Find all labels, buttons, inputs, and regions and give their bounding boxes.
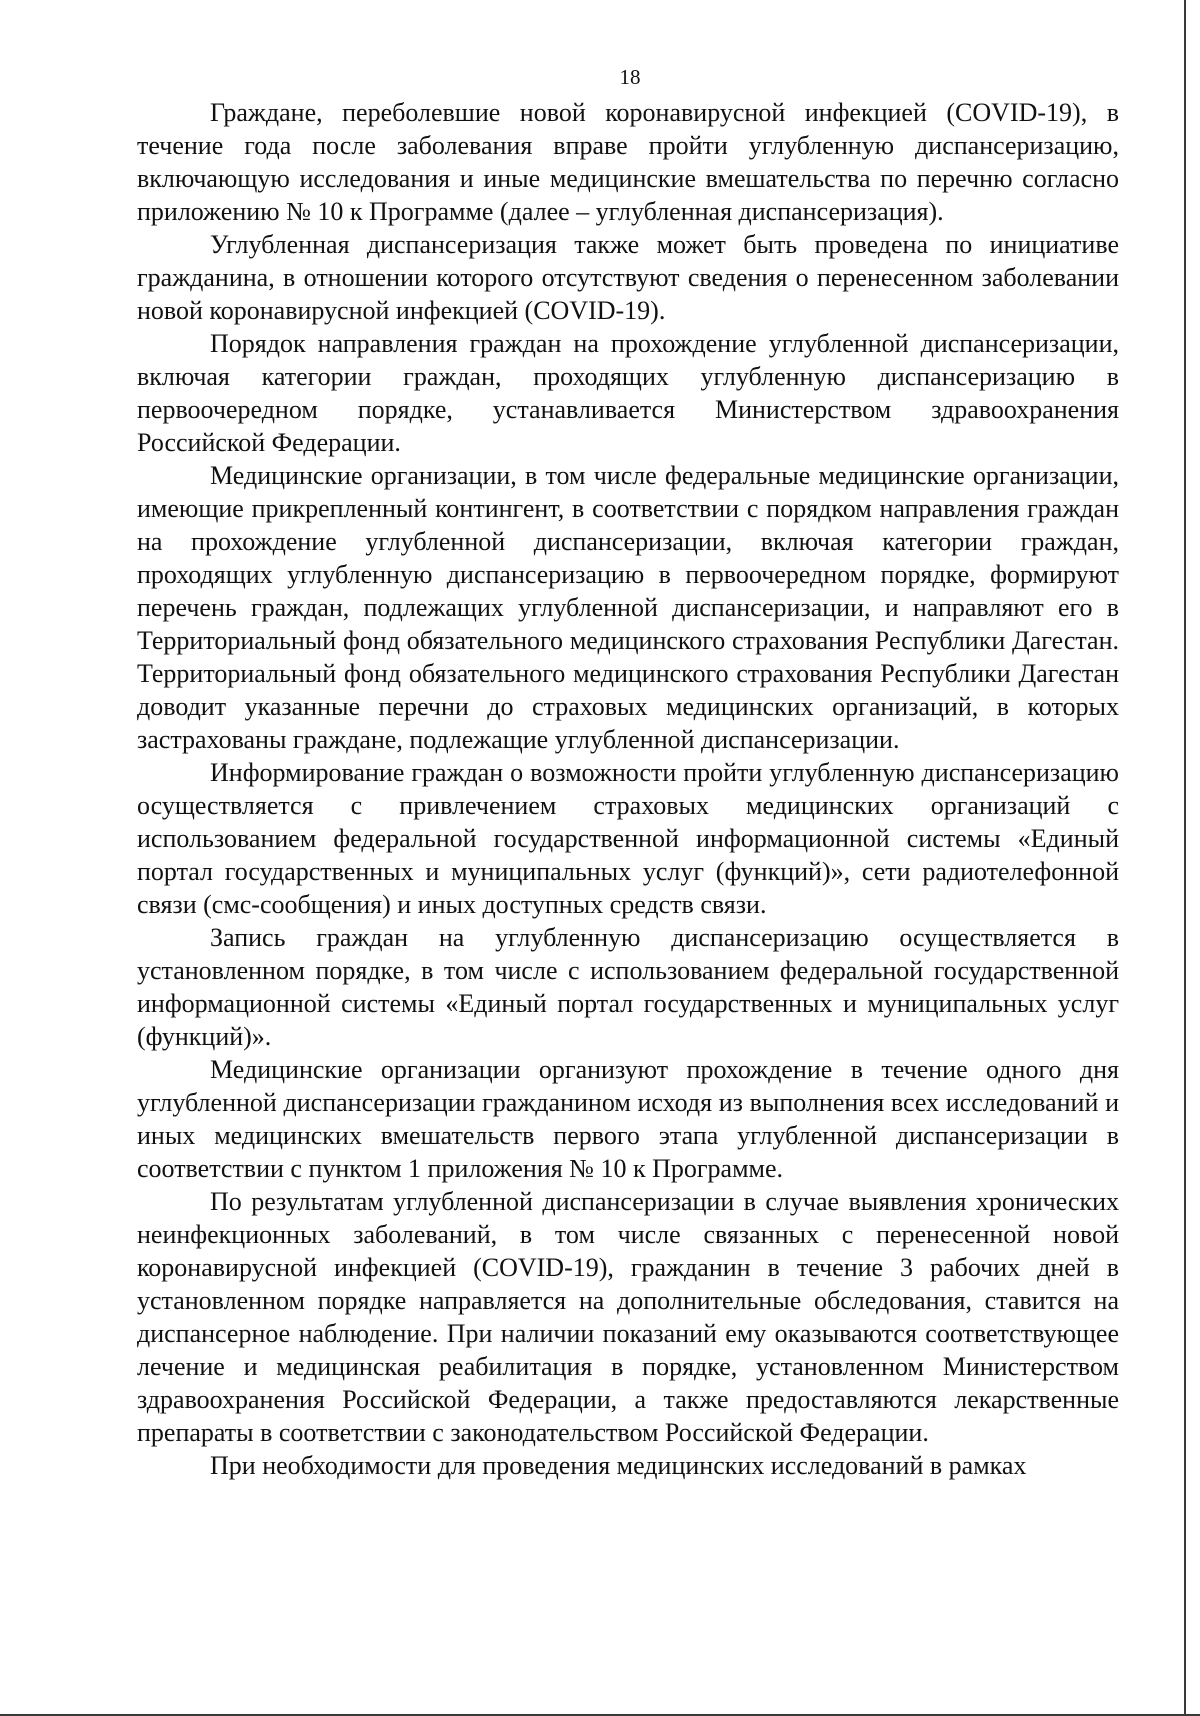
- scan-edge-right: [1184, 0, 1186, 1716]
- paragraph: Медицинские организации, в том числе федеральные медицинские организации, имеющие прикрепленный контингент, в соответствии с порядком направления граждан на прохождение углубленной диспансеризации, включая категории граждан, проходящих углубленную диспансеризацию в первоочередном порядке, формируют перечень граждан, подлежащих углубленной диспансеризации, и направляют его в Территориальный фонд обязательного медицинского страхования Республики Дагестан. Территориальный фонд обязательного медицинского страхования Республики Дагестан доводит указанные перечни до страховых медицинских организаций, в которых застрахованы граждане, подлежащие углубленной диспансеризации.: [137, 461, 1119, 754]
- paragraph: Порядок направления граждан на прохождение углубленной диспансеризации, включая категории граждан, проходящих углубленную диспансеризацию в первоочередном порядке, устанавливается Министерством здравоохранения Российской Федерации.: [137, 329, 1119, 457]
- paragraph-continuation: При необходимости для проведения медицинских исследований в рамках: [210, 1451, 1027, 1480]
- paragraph: Информирование граждан о возможности пройти углубленную диспансеризацию осуществляется с привлечением страховых медицинских организаций с использованием федеральной государственной информационной системы «Единый портал государственных и муниципальных услуг (функций)», сети радиотелефонной связи (смс-сообщения) и иных доступных средств связи.: [137, 758, 1119, 919]
- paragraph: По результатам углубленной диспансеризации в случае выявления хронических неинфекционных заболеваний, в том числе связанных с перенесенной новой коронавирусной инфекцией (COVID-19), гражданин в течение 3 рабочих дней в установленном порядке направляется на дополнительные обследования, ставится на диспансерное наблюдение. При наличии показаний ему оказываются соответствующее лечение и медицинская реабилитация в порядке, установленном Министерством здравоохранения Российской Федерации, а также предоставляются лекарственные препараты в соответствии с законодательством Российской Федерации.: [137, 1187, 1119, 1447]
- paragraph: Граждане, переболевшие новой коронавирусной инфекцией (COVID-19), в течение года после заболевания вправе пройти углубленную диспансеризацию, включающую исследования и иные медицинские вмешательства по перечню согласно приложению № 10 к Программе (далее – углубленная диспансеризация).: [137, 98, 1119, 226]
- paragraph: Запись граждан на углубленную диспансеризацию осуществляется в установленном порядке, в том числе с использованием федеральной государственной информационной системы «Единый портал государственных и муниципальных услуг (функций)».: [137, 923, 1119, 1051]
- page-number: 18: [619, 65, 641, 89]
- document-body: [137, 96, 1119, 1482]
- paragraph: Углубленная диспансеризация также может быть проведена по инициативе гражданина, в отношении которого отсутствуют сведения о перенесенном заболевании новой коронавирусной инфекцией (COVID-19).: [137, 230, 1119, 325]
- paragraph: Медицинские организации организуют прохождение в течение одного дня углубленной диспансеризации гражданином исходя из выполнения всех исследований и иных медицинских вмешательств первого этапа углубленной диспансеризации в соответствии с пунктом 1 приложения № 10 к Программе.: [137, 1055, 1119, 1183]
